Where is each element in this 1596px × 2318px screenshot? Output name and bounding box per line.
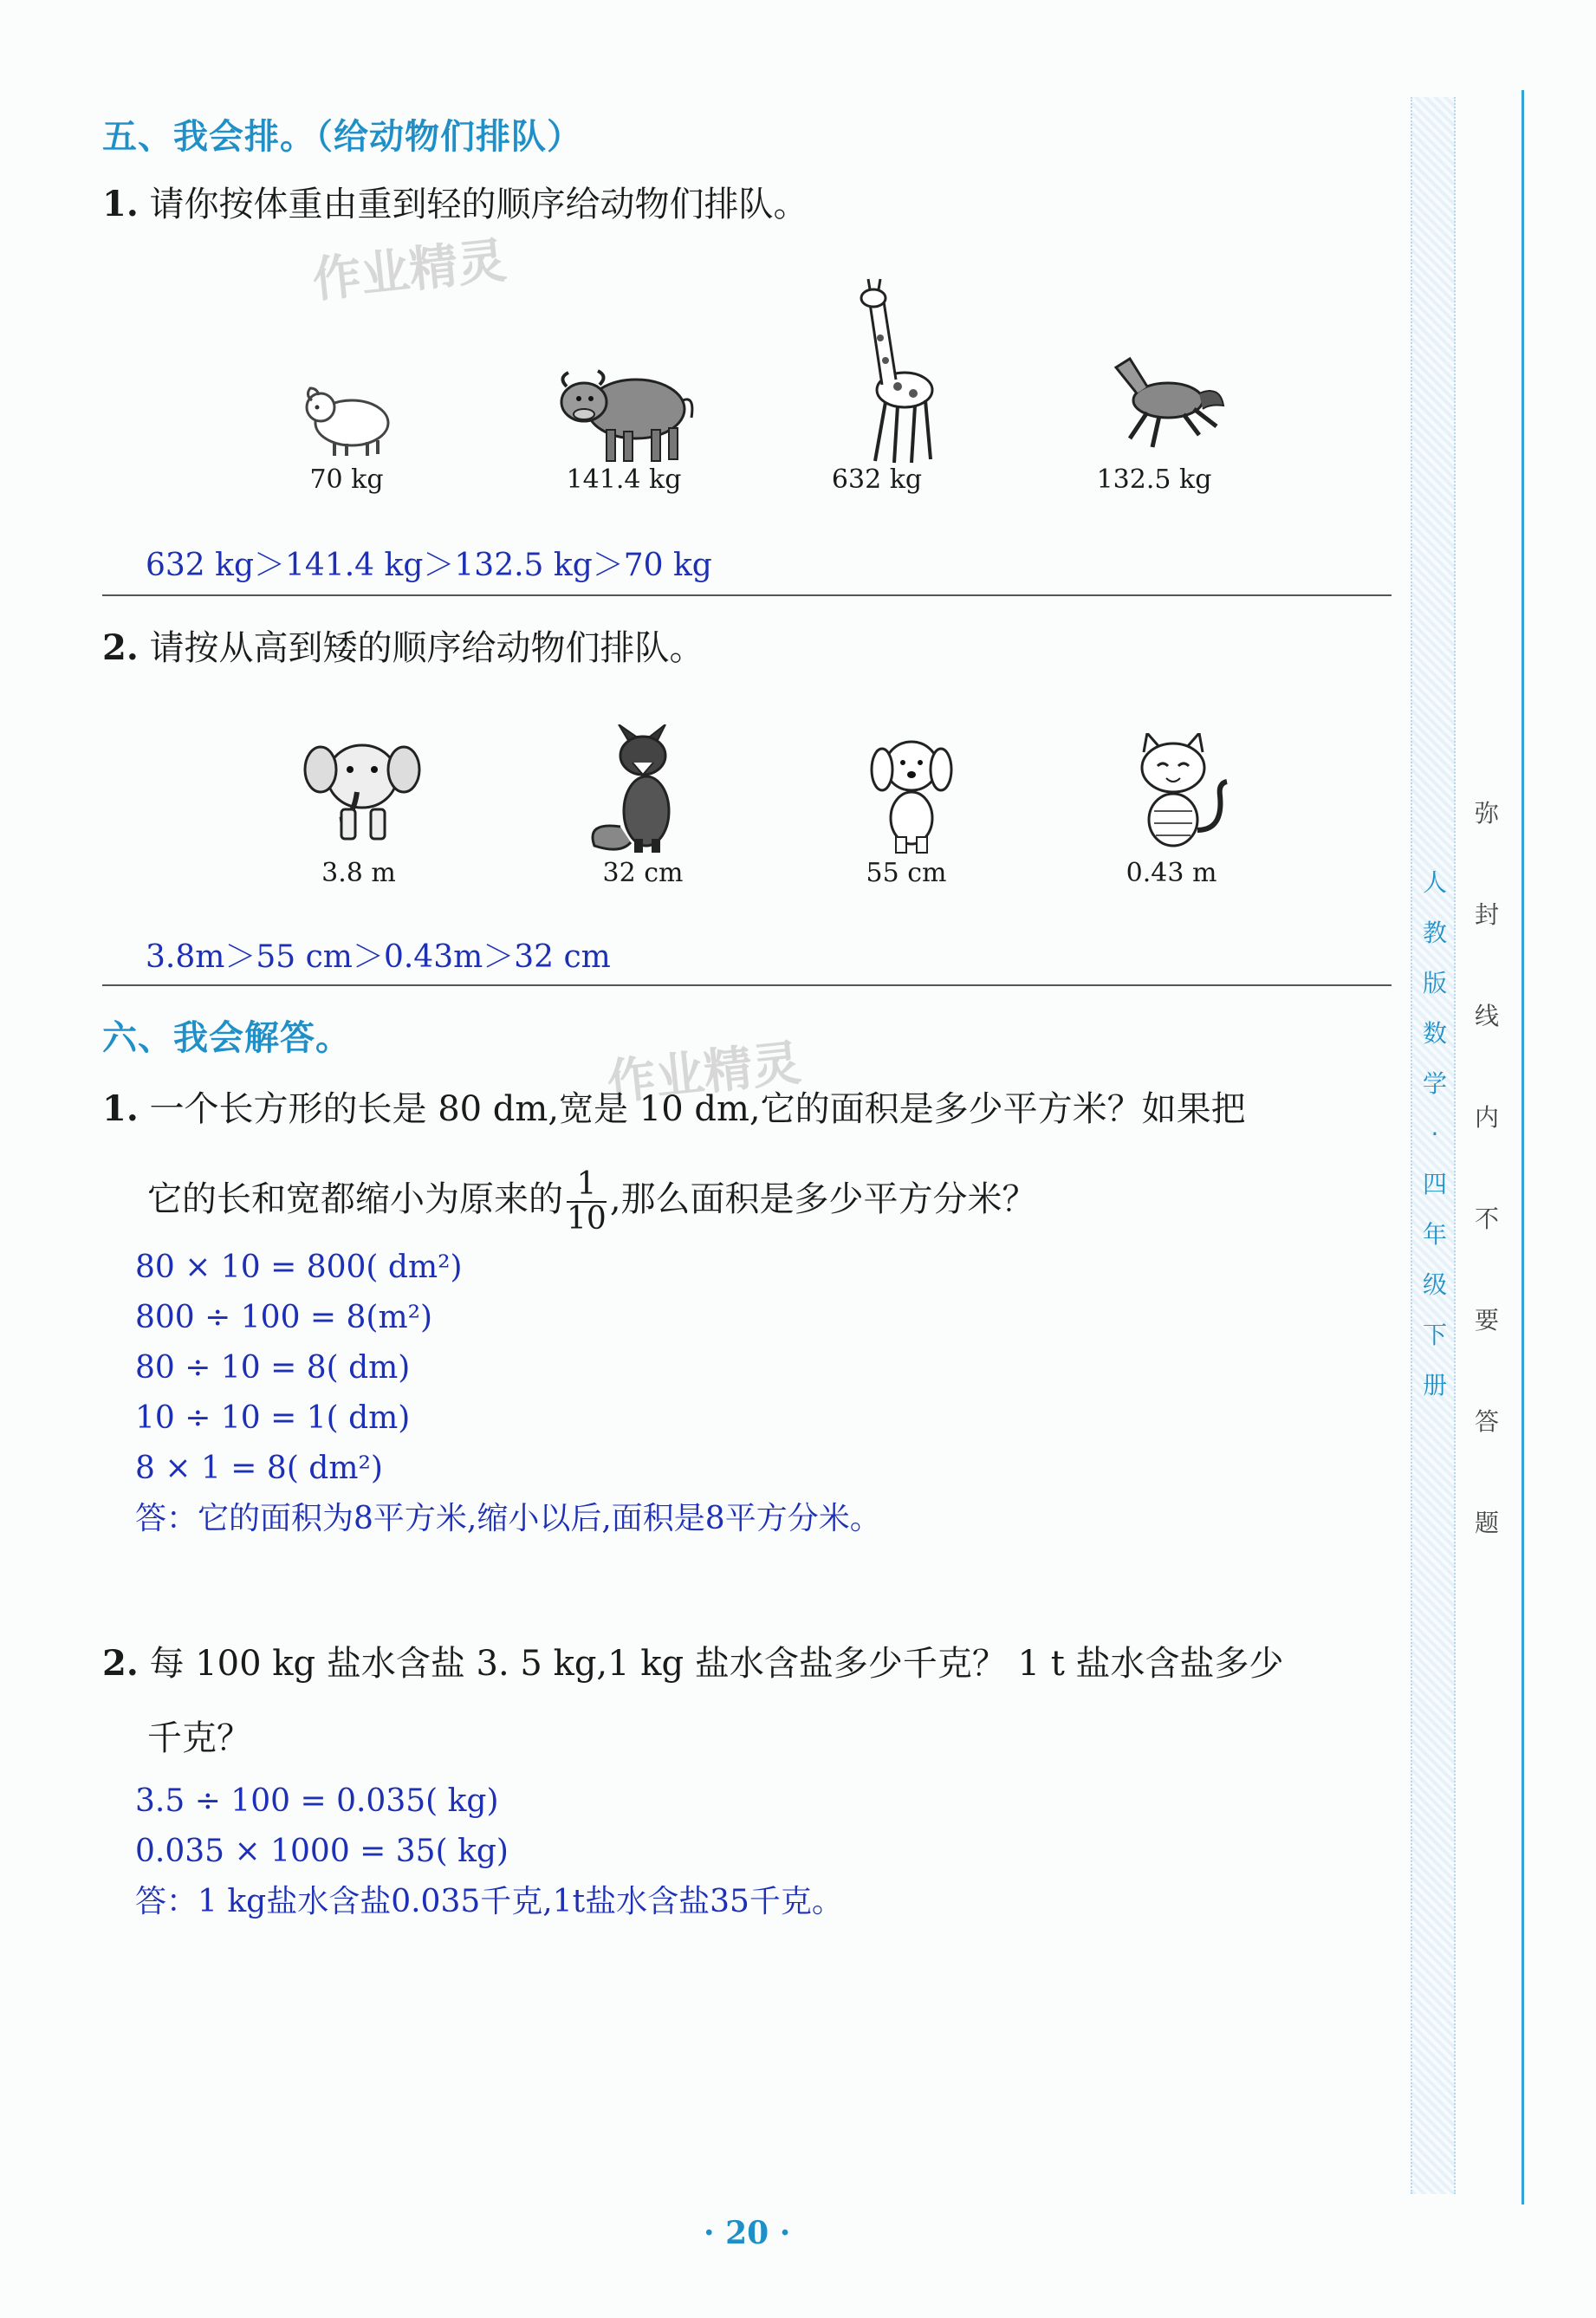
q-number: 2. [102,627,139,668]
book-char: 学 [1422,1069,1447,1098]
work-q1 [135,1243,881,1544]
book-char: 人 [1422,868,1447,897]
dog-icon [860,735,963,860]
animal-label: 632 kg [831,464,923,495]
animal-label: 3.8 m [321,858,396,888]
elephant-icon [302,724,423,849]
book-char: 数 [1422,1019,1447,1048]
notice-char: 题 [1474,1509,1499,1537]
fraction-denominator: 10 [567,1201,607,1237]
book-char: 四 [1422,1170,1447,1198]
answer-q1: 632 kg＞141.4 kg＞132.5 kg＞70 kg [146,548,712,583]
animal-label: 55 cm [866,858,947,888]
animal-label: 0.43 m [1126,858,1217,888]
animal-label: 70 kg [309,464,384,495]
q-number: 1. [102,184,139,224]
answer-q2: 3.8m＞55 cm＞0.43m＞32 cm [146,939,611,975]
book-char: 下 [1422,1321,1447,1349]
notice-char: 封 [1474,900,1499,929]
book-char: 教 [1422,919,1447,947]
q-text: ,那么面积是多少平方分米？ [609,1179,1037,1219]
notice-char: 答 [1474,1407,1499,1436]
ox-icon [549,348,697,473]
animal-label: 132.5 kg [1096,464,1212,495]
animal-label: 32 cm [602,858,684,888]
q-text: 请你按体重由重到轻的顺序给动物们排队。 [149,185,808,224]
q-text: 千克？ [147,1718,251,1758]
animal-label: 141.4 kg [566,464,682,495]
section6-title: 六、我会解答。 [102,1018,351,1058]
fox-icon [586,724,698,858]
work-answer: 答：1 kg盐水含盐0.035千克,1t盐水含盐35千克。 [135,1884,843,1919]
notice-char: 弥 [1474,799,1499,828]
section6-q1 [102,1087,1402,1132]
notice-char: 线 [1474,1002,1499,1030]
work-answer: 答：它的面积为8平方米,缩小以后,面积是8平方分米。 [135,1501,881,1536]
seal-line-notice [1466,763,1508,1574]
section5-q1 [102,182,808,227]
horse-icon [1099,350,1229,458]
watermark: 作业精灵 [309,232,509,309]
work-line: 10 ÷ 10 = 1( dm) [135,1400,411,1436]
watermark: 作业精灵 [604,1035,804,1112]
book-char: 版 [1422,969,1447,997]
fraction-numerator: 1 [567,1168,607,1203]
q-text: 每 100 kg 盐水含盐 3. 5 kg,1 kg 盐水含盐多少千克？ 1 t 盐水含盐多少 [149,1644,1284,1684]
book-char: · [1431,1120,1439,1148]
divider [102,594,1392,596]
work-line: 3.5 ÷ 100 = 0.035( kg) [135,1783,499,1819]
work-line: 80 × 10 = 800( dm²) [135,1250,463,1285]
section5-title: 五、我会排。（给动物们排队） [102,117,582,157]
page-number: · 20 · [704,2215,791,2251]
fraction [567,1168,607,1236]
work-line: 800 ÷ 100 = 8(m²) [135,1300,433,1335]
book-char: 级 [1422,1270,1447,1299]
notice-char: 内 [1474,1103,1499,1132]
work-line: 80 ÷ 10 = 8( dm) [135,1350,411,1386]
book-char: 册 [1422,1371,1447,1399]
work-line: 0.035 × 1000 = 35( kg) [135,1834,509,1869]
notice-char: 要 [1474,1306,1499,1334]
section6-q2 [102,1641,1402,1686]
q-text: 它的长和宽都缩小为原来的 [147,1179,563,1219]
section6-q1-line2 [147,1168,1037,1236]
work-q2 [135,1776,843,1927]
seal-line [1521,90,1524,2204]
cat-icon [1119,733,1241,858]
q-number: 1. [102,1088,139,1129]
work-line: 8 × 1 = 8( dm²) [135,1451,383,1486]
book-char: 年 [1422,1220,1447,1249]
q-text: 一个长方形的长是 80 dm,宽是 10 dm,它的面积是多少平方米？如果把 [149,1089,1246,1129]
divider [102,984,1392,986]
sheep-icon [295,373,399,463]
section5-q2 [102,626,704,671]
book-title-vertical [1418,858,1452,1411]
notice-char: 不 [1474,1204,1499,1233]
giraffe-icon [844,277,948,471]
q-text: 请按从高到矮的顺序给动物们排队。 [149,628,704,668]
q-number: 2. [102,1643,139,1684]
